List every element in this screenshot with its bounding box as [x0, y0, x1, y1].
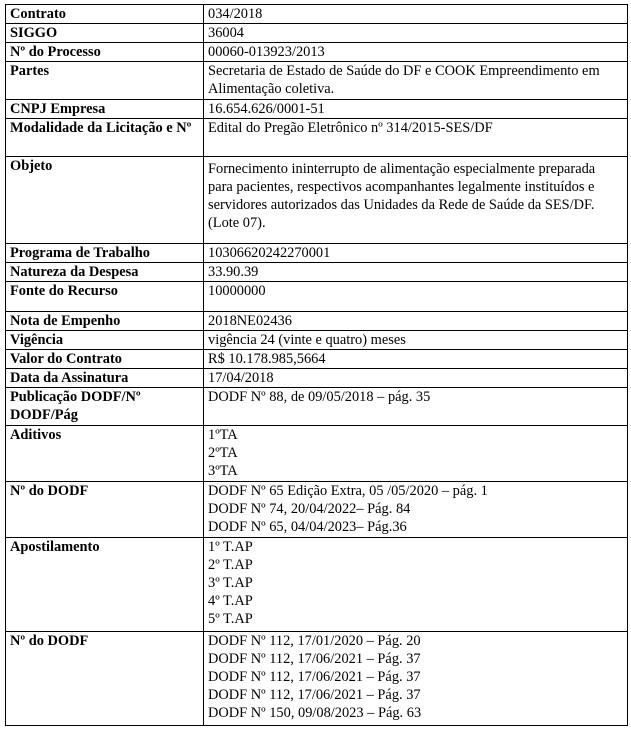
- dodf-apostilamento-item: DODF Nº 112, 17/06/2021 – Pág. 37: [208, 651, 421, 667]
- value-processo: 00060-013923/2013: [204, 43, 628, 62]
- row-aditivos: [6, 426, 628, 482]
- value-publicacao: DODF Nº 88, de 09/05/2018 – pág. 35: [204, 388, 628, 426]
- label-dodf-apostilamento: Nº do DODF: [6, 632, 204, 726]
- dodf-aditivo-item: DODF Nº 74, 20/04/2022– Pág. 84: [208, 501, 411, 517]
- value-cnpj: 16.654.626/0001-51: [204, 100, 628, 119]
- value-fonte: 10000000: [204, 282, 628, 312]
- label-fonte: Fonte do Recurso: [6, 282, 204, 312]
- label-natureza: Natureza da Despesa: [6, 263, 204, 282]
- row-dodf-apostilamento: [6, 632, 628, 726]
- label-objeto: Objeto: [6, 157, 204, 244]
- label-partes: Partes: [6, 62, 204, 100]
- dodf-apostilamento-item: DODF Nº 112, 17/06/2021 – Pág. 37: [208, 687, 421, 703]
- label-processo: Nº do Processo: [6, 43, 204, 62]
- label-empenho: Nota de Empenho: [6, 312, 204, 331]
- row-empenho: [6, 312, 628, 331]
- row-assinatura: [6, 369, 628, 388]
- label-valor: Valor do Contrato: [6, 350, 204, 369]
- apostilamento-item: 2º T.AP: [208, 557, 253, 573]
- row-siggo: [6, 24, 628, 43]
- value-objeto: Fornecimento ininterrupto de alimentação especialmente preparada para pacientes, respectivos acompanhantes legalmente instituídos e servidores autorizados das Unidades da Rede de Saúde da SES/DF. (Lote 07).: [204, 157, 628, 244]
- value-vigencia: vigência 24 (vinte e quatro) meses: [204, 331, 628, 350]
- row-programa: [6, 244, 628, 263]
- row-publicacao: [6, 388, 628, 426]
- label-apostilamento: Apostilamento: [6, 538, 204, 632]
- label-assinatura: Data da Assinatura: [6, 369, 204, 388]
- contract-table: [5, 4, 628, 726]
- value-contrato: 034/2018: [204, 5, 628, 24]
- apostilamento-item: 3º T.AP: [208, 575, 253, 591]
- row-modalidade: [6, 119, 628, 157]
- value-valor: R$ 10.178.985,5664: [204, 350, 628, 369]
- row-natureza: [6, 263, 628, 282]
- row-fonte: [6, 282, 628, 312]
- dodf-apostilamento-item: DODF Nº 112, 17/06/2021 – Pág. 37: [208, 669, 421, 685]
- row-objeto: [6, 157, 628, 244]
- label-programa: Programa de Trabalho: [6, 244, 204, 263]
- label-cnpj: CNPJ Empresa: [6, 100, 204, 119]
- value-apostilamento: [204, 538, 628, 632]
- value-assinatura: 17/04/2018: [204, 369, 628, 388]
- dodf-apostilamento-item: DODF Nº 150, 09/08/2023 – Pág. 63: [208, 705, 422, 721]
- label-dodf-aditivos: Nº do DODF: [6, 482, 204, 538]
- row-apostilamento: [6, 538, 628, 632]
- value-siggo: 36004: [204, 24, 628, 43]
- row-contrato: [6, 5, 628, 24]
- contract-sheet: [5, 4, 629, 726]
- dodf-aditivo-item: DODF Nº 65 Edição Extra, 05 /05/2020 – pág. 1: [208, 483, 488, 499]
- row-cnpj: [6, 100, 628, 119]
- apostilamento-item: 1º T.AP: [208, 539, 253, 555]
- aditivo-item: 2ºTA: [208, 445, 238, 461]
- value-empenho: 2018NE02436: [204, 312, 628, 331]
- value-dodf-apostilamento: [204, 632, 628, 726]
- row-vigencia: [6, 331, 628, 350]
- aditivo-item: 1ºTA: [208, 427, 238, 443]
- row-processo: [6, 43, 628, 62]
- label-contrato: Contrato: [6, 5, 204, 24]
- value-dodf-aditivos: [204, 482, 628, 538]
- label-vigencia: Vigência: [6, 331, 204, 350]
- apostilamento-item: 4º T.AP: [208, 593, 253, 609]
- apostilamento-item: 5º T.AP: [208, 611, 253, 627]
- label-siggo: SIGGO: [6, 24, 204, 43]
- value-programa: 10306620242270001: [204, 244, 628, 263]
- aditivo-item: 3ºTA: [208, 463, 238, 479]
- value-natureza: 33.90.39: [204, 263, 628, 282]
- label-aditivos: Aditivos: [6, 426, 204, 482]
- value-modalidade: Edital do Pregão Eletrônico nº 314/2015-SES/DF: [204, 119, 628, 157]
- label-publicacao: Publicação DODF/Nº DODF/Pág: [6, 388, 204, 426]
- value-partes: Secretaria de Estado de Saúde do DF e COOK Empreendimento em Alimentação coletiva.: [204, 62, 628, 100]
- row-valor: [6, 350, 628, 369]
- row-dodf-aditivos: [6, 482, 628, 538]
- value-aditivos: [204, 426, 628, 482]
- label-modalidade: Modalidade da Licitação e Nº: [6, 119, 204, 157]
- row-partes: [6, 62, 628, 100]
- dodf-apostilamento-item: DODF Nº 112, 17/01/2020 – Pág. 20: [208, 633, 421, 649]
- dodf-aditivo-item: DODF Nº 65, 04/04/2023– Pág.36: [208, 519, 407, 535]
